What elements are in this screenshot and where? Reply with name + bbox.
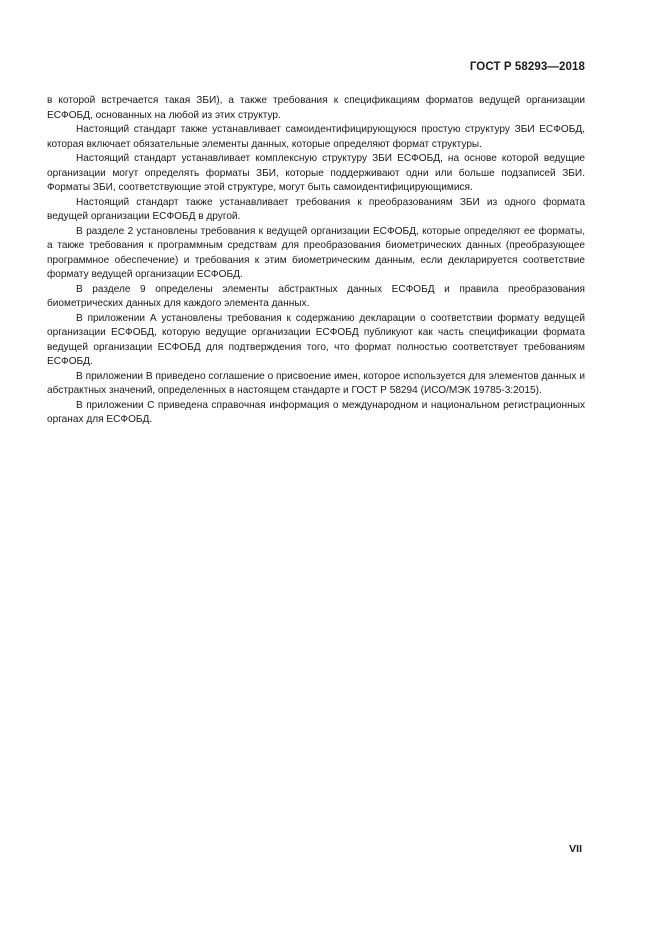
page-number: VII xyxy=(569,843,582,855)
paragraph-annex-b: В приложении В приведено соглашение о присвоение имен, которое используется для элементов данных и абстрактных значений, определенных в настоящем стандарте и ГОСТ Р 58294 (ИСО/МЭК 19785-3:2015). xyxy=(47,370,585,396)
paragraph-conversions: Настоящий стандарт также устанавливает требования к преобразованиям ЗБИ из одного формата ведущей организации ЕСФОБД в другой. xyxy=(47,196,585,222)
paragraph-section-9: В разделе 9 определены элементы абстрактных данных ЕСФОБД и правила преобразования биометрических данных для каждого элемента данных. xyxy=(47,283,585,309)
document-code-header: ГОСТ Р 58293—2018 xyxy=(469,61,585,73)
paragraph-annex-a: В приложении А установлены требования к содержанию декларации о соответствии формату ведущей организации ЕСФОБД, которую ведущие организации ЕСФОБД публикуют как часть спецификации формата ведущей организации ЕСФОБД для подтверждения того, что формат полностью соответствует требованиям ЕСФОБД. xyxy=(47,312,585,367)
paragraph-section-2: В разделе 2 установлены требования к ведущей организации ЕСФОБД, которые определяют ее форматы, а также требования к программным средствам для преобразования биометрических данных (преобразующее программное обеспечение) и требования к этим биометрическим данным, если декларируется соответствие формату ведущей организации ЕСФОБД. xyxy=(47,225,585,280)
paragraph-continuation: в которой встречается такая ЗБИ), а также требования к спецификациям форматов ведущей организации ЕСФОБД, основанных на любой из этих структур. xyxy=(47,95,585,121)
paragraph-complex-structure: Настоящий стандарт устанавливает комплексную структуру ЗБИ ЕСФОБД, на основе которой ведущие организации могут определять форматы ЗБИ, которые поддерживают одни или больше подзаписей ЗБИ. Форматы ЗБИ, соответствующие этой структуре, могут быть самоидентифицирующимися. xyxy=(47,153,585,193)
paragraph-annex-c: В приложении С приведена справочная информация о международном и национальном регистрационных органах для ЕСФОБД. xyxy=(47,399,585,425)
body-text xyxy=(47,94,585,428)
paragraph-simple-structure: Настоящий стандарт также устанавливает самоидентифицирующуюся простую структуру ЗБИ ЕСФОБД, которая включает обязательные элементы данных, которые определяют формат структуры. xyxy=(47,124,585,150)
